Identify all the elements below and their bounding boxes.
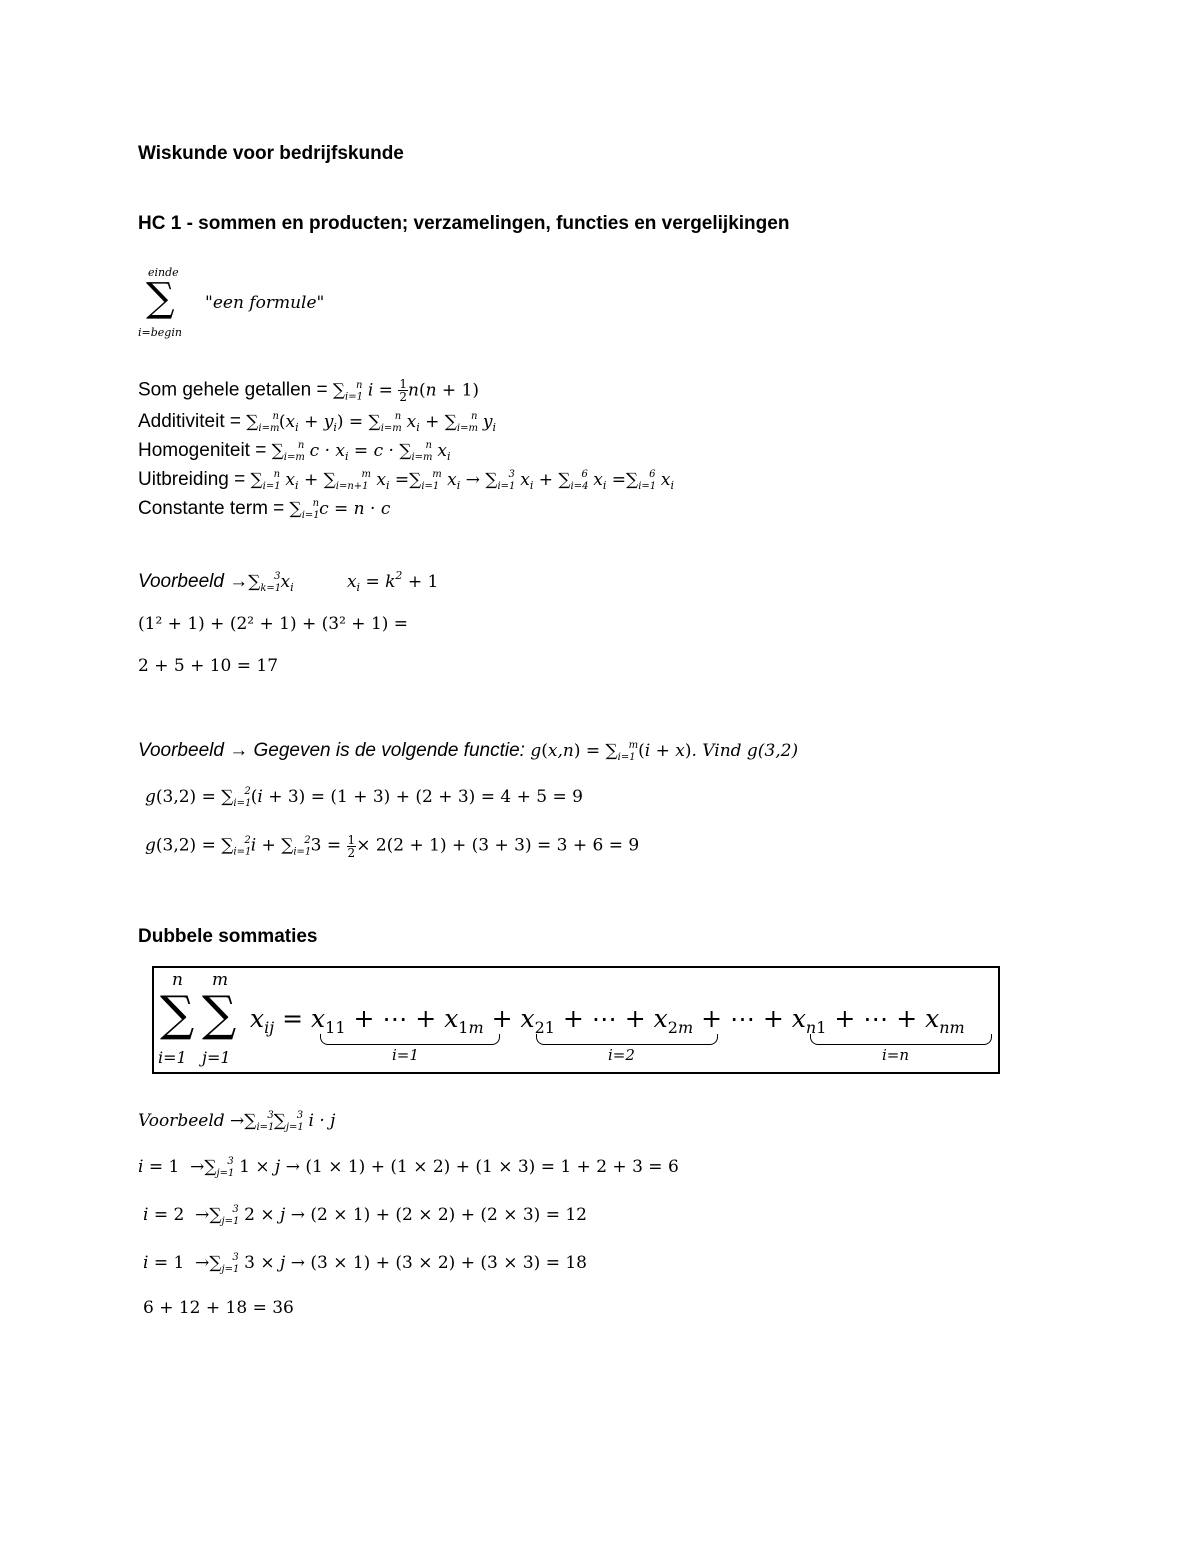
example3-row3: $i = 1 \to\sum_{j=1}^3$ 3 × j → (3 × 1) + (3 × 2) + (3 × 3) = 18 [143, 1252, 587, 1275]
section-heading-hc1: HC 1 - sommen en producten; verzamelingen, functies en vergelijkingen [138, 213, 790, 234]
document-title: Wiskunde voor bedrijfskunde [138, 143, 404, 164]
example-label: Voorbeeld → Gegeven is de volgende functie: [138, 740, 525, 761]
example2-line2-result: (1 + 3) + (2 + 3) = 4 + 5 = 9 [330, 787, 583, 807]
inner-sigma: ∑ [202, 986, 237, 1042]
underbrace-label-i1: i=1 [392, 1046, 419, 1064]
sum-upper-limit: einde [148, 266, 179, 279]
example3-line1: Voorbeeld $\to\sum_{i=1}^3\sum_{j=1}^3$ i · j [138, 1110, 336, 1133]
example3-row2: $i = 2 \to\sum_{j=1}^3$ 2 × j → (2 × 1) + (2 × 2) + (2 × 3) = 12 [143, 1204, 587, 1227]
example2-line2: $g(3,2) = \sum_{i=1}^2(i + 3) = (1 + 3) + (2 + 3) = 4 + 5 = 9$ [145, 786, 583, 809]
example3-row1: $i = 1 \to\sum_{j=1}^3$ 1 × j → (1 × 1) + (1 × 2) + (1 × 3) = 1 + 2 + 3 = 6 [138, 1156, 679, 1179]
underbrace-in [810, 1034, 992, 1045]
outer-sigma: ∑ [160, 986, 195, 1042]
row3-expansion: → (3 × 1) + (3 × 2) + (3 × 3) = 18 [290, 1253, 587, 1273]
underbrace-i2 [536, 1034, 718, 1045]
underbrace-label-i2: i=2 [608, 1046, 635, 1064]
rule-som-gehele-getallen: Som gehele getallen = $\sum_{i=1}^n$ i = $\frac{1}{2}$ n(n + 1) [138, 377, 480, 404]
underbrace-i1 [320, 1034, 500, 1045]
rule-uitbreiding: Uitbreiding = $\sum_{i=1}^n$ $x_i + \sum_{i=n+1}^m$ $x_i =\sum_{i=1}^m$ $x_i \to \sum_{i=1}^3$ $x_i + \sum_{i=4}^6$ $x_i =\sum_{i=1}^6$ $x_i$ [138, 469, 675, 492]
example1-line3: 2 + 5 + 10 = 17 [138, 656, 279, 676]
example2-line1: Voorbeeld → Gegeven is de volgende functie: $g(x,n) = \sum_{i=1}^m(i + x)$. Vind g(3,2) [138, 740, 799, 763]
example1-line1: Voorbeeld $\to\sum_{k=1}^3x_i$ $x_i = k^2 + 1$ [138, 569, 439, 594]
outer-lower-limit: i=1 [158, 1048, 187, 1067]
vind-text: . Vind g(3,2) [691, 741, 799, 761]
rule-label: Som gehele getallen = [138, 379, 333, 401]
rule-additiviteit: Additiviteit = $\sum_{i=m}^n(x_i + y_i) = \sum_{i=m}^n$ $x_i + \sum_{i=m}^n$ $y_i$ [138, 411, 496, 434]
sum-lower-limit: i=begin [138, 326, 182, 339]
row1-expansion: → (1 × 1) + (1 × 2) + (1 × 3) = 1 + 2 + 3 = 6 [285, 1157, 679, 1177]
example1-line2: (1² + 1) + (2² + 1) + (3² + 1) = [138, 614, 409, 634]
double-sum-formula-box [152, 966, 1000, 1074]
outer-upper-limit: n [172, 970, 183, 990]
row2-expansion: → (2 × 1) + (2 × 2) + (2 × 3) = 12 [290, 1205, 587, 1225]
rule-label: Homogeniteit = [138, 440, 272, 461]
rule-label: Constante term = [138, 498, 290, 519]
double-sum-expression: $x_{ij} = x_{11}$ + ⋯ + $x_{1m} + x_{21}$ + ⋯ + $x_{2m}$ + ⋯ + $x_{n1}$ + ⋯ + $x_{nm}$ [250, 1004, 965, 1037]
example3-total: 6 + 12 + 18 = 36 [143, 1298, 294, 1318]
section-heading-dubbele-sommaties: Dubbele sommaties [138, 926, 318, 947]
example-label: Voorbeeld → [138, 1111, 245, 1131]
inner-lower-limit: j=1 [202, 1048, 231, 1067]
rule-label: Additiviteit = [138, 411, 247, 432]
rule-constante-term: Constante term = $\sum_{i=1}^nc = n \cdot c$ [138, 498, 391, 521]
example2-line3: $g(3,2) = \sum_{i=1}^2i + \sum_{i=1}^23$ = $\frac{1}{2}$ × 2(2 + 1) + (3 + 3) = 3 + 6 = 9 [145, 833, 640, 860]
inner-upper-limit: m [212, 970, 229, 990]
sigma-symbol: ∑ [146, 275, 175, 321]
intro-sum-formula [138, 266, 358, 346]
example-label: Voorbeeld → [138, 571, 249, 592]
sum-body-text: "een formule" [205, 293, 325, 313]
underbrace-label-in: i=n [882, 1046, 910, 1064]
rule-homogeniteit: Homogeniteit = $\sum_{i=m}^n$ $c \cdot x_i = c \cdot \sum_{i=m}^n$ $x_i$ [138, 440, 451, 463]
example2-line3-result: × 2(2 + 1) + (3 + 3) = 3 + 6 = 9 [356, 835, 640, 856]
rule-label: Uitbreiding = [138, 469, 251, 490]
